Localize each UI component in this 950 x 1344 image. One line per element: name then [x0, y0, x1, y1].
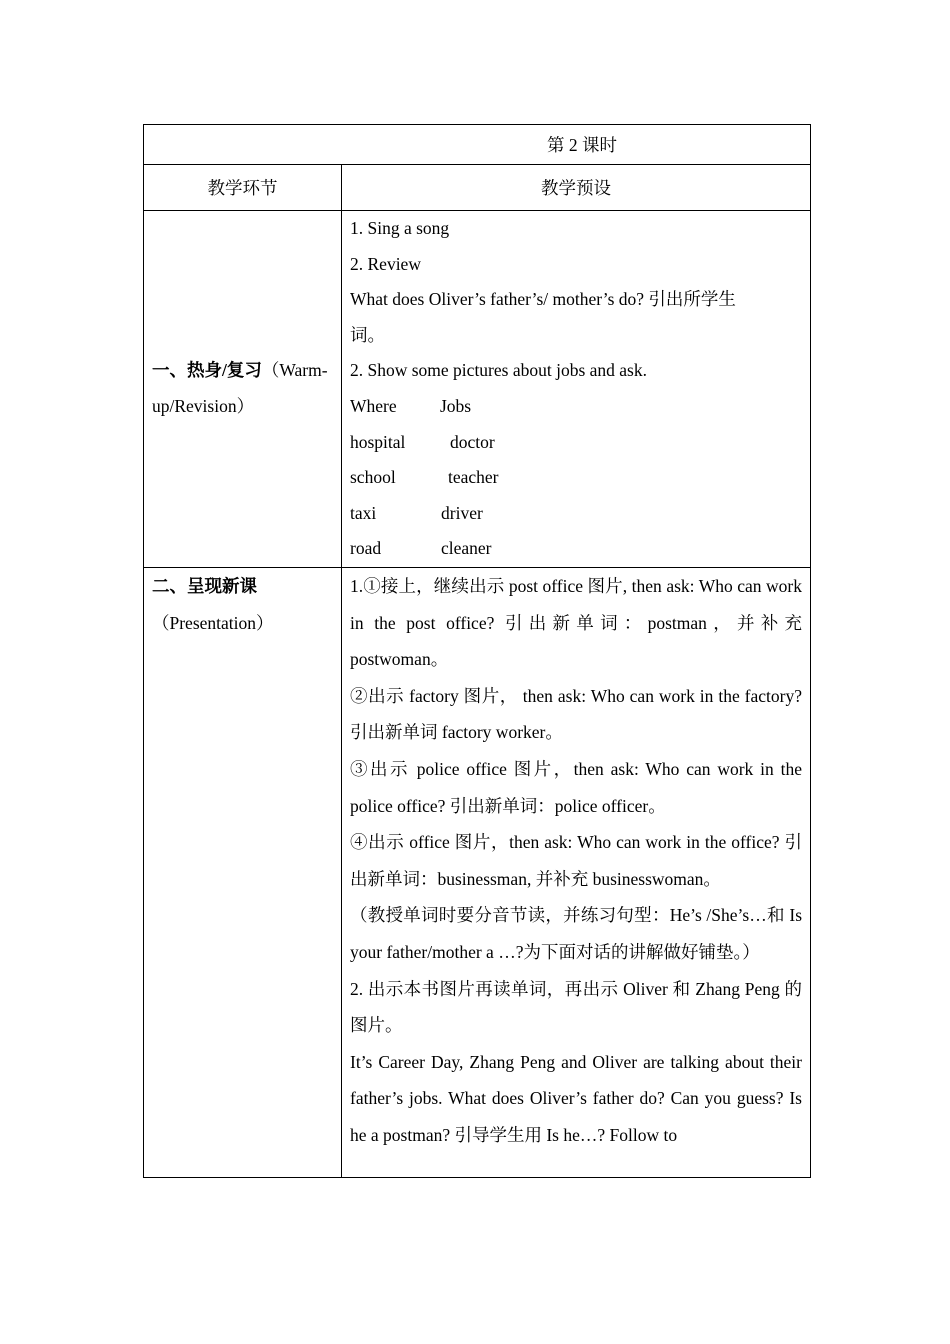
presentation-paragraph: 1.①接上，继续出示 post office 图片, then ask: Who can work in the post office? 引出新单词：postman，并补充 postwoman。	[350, 576, 802, 670]
job-name: teacher	[448, 467, 499, 488]
header-plan: 教学预设	[342, 165, 811, 211]
warmup-line: 词。	[350, 324, 385, 345]
job-name: driver	[441, 502, 483, 523]
warmup-line: 2. Show some pictures about jobs and ask.	[350, 360, 647, 381]
presentation-stage-bold: 二、呈现新课	[152, 576, 257, 596]
warmup-stage-rest-1: （Warm-	[261, 360, 328, 381]
job-name: doctor	[450, 431, 495, 452]
presentation-paragraph: ③出示 police office 图片，then ask: Who can work in the police office? 引出新单词：police officer。	[350, 758, 802, 816]
job-place: Where	[350, 395, 397, 416]
job-place: school	[350, 467, 396, 488]
presentation-paragraph: ②出示 factory 图片， then ask: Who can work in the factory? 引出新单词 factory worker。	[350, 685, 802, 743]
presentation-row	[144, 568, 811, 1178]
lesson-plan-table	[143, 124, 811, 1178]
presentation-paragraph: It’s Career Day, Zhang Peng and Oliver are talking about their father’s jobs. What does Oliver’s father do? Can you guess? Is he a postman? 引导学生用 Is he…? Follow to	[350, 1051, 802, 1145]
warmup-stage-cell	[144, 211, 342, 568]
job-place: road	[350, 538, 382, 559]
header-row	[144, 165, 811, 211]
job-row	[350, 425, 802, 461]
job-row	[350, 496, 802, 532]
title-row	[144, 125, 811, 165]
presentation-stage-rest: （Presentation）	[152, 612, 274, 633]
lesson-title: 第 2 课时	[547, 135, 617, 155]
presentation-stage-cell	[144, 568, 342, 1178]
warmup-line: 2. Review	[350, 253, 421, 274]
warmup-line: 1. Sing a song	[350, 218, 450, 238]
job-place: taxi	[350, 502, 377, 523]
warmup-stage-line-2: up/Revision）	[152, 396, 255, 416]
presentation-paragraph: （教授单词时要分音节读，并练习句型：He’s /She’s…和 Is your father/mother a …?为下面对话的讲解做好铺垫。）	[350, 905, 802, 962]
warmup-line: What does Oliver’s father’s/ mother’s do? 引出所学生	[350, 289, 736, 310]
warmup-plan-cell	[342, 211, 811, 568]
job-name: Jobs	[440, 395, 472, 416]
header-stage: 教学环节	[144, 165, 342, 211]
presentation-paragraph: ④出示 office 图片，then ask: Who can work in the office? 引出新单词：businessman, 并补充 businesswoman。	[350, 832, 802, 889]
warmup-stage-bold: 一、热身/复习	[152, 360, 262, 381]
warmup-stage-line-1	[152, 353, 333, 389]
job-row	[350, 460, 802, 496]
presentation-paragraph: 2. 出示本书图片再读单词，再出示 Oliver 和 Zhang Peng 的图片。	[350, 978, 802, 1036]
job-place: hospital	[350, 431, 406, 452]
presentation-plan-cell	[342, 568, 811, 1178]
job-name: cleaner	[441, 538, 492, 559]
lesson-title-cell	[144, 125, 811, 165]
warmup-row	[144, 211, 811, 568]
job-row	[350, 389, 802, 425]
job-row	[350, 531, 802, 567]
